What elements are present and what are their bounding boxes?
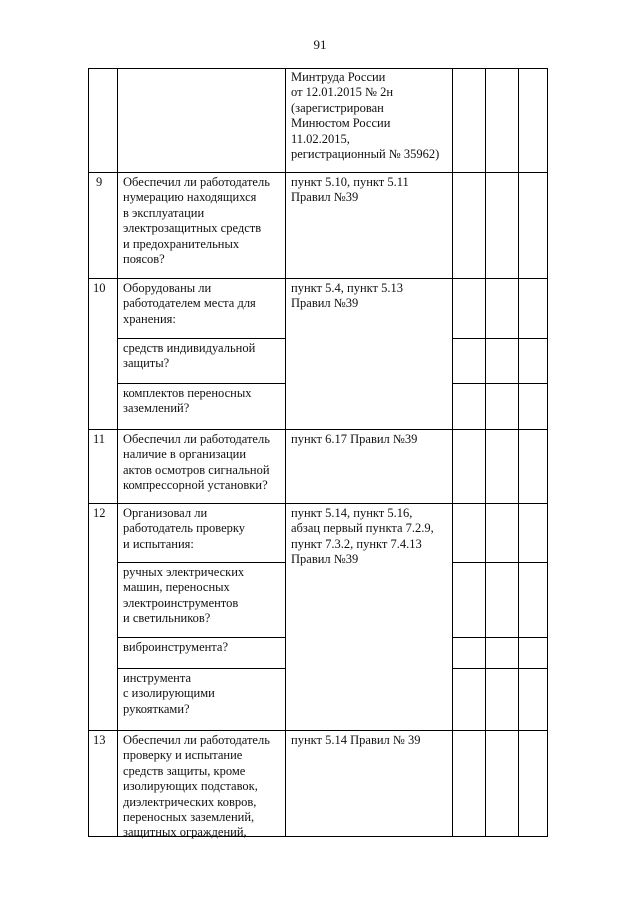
row10-sub-separator-1 <box>117 338 286 339</box>
row11-question: Обеспечил ли работодатель наличие в организации актов осмотров сигнальной компрессорной установки? <box>123 432 270 493</box>
row12-number: 12 <box>93 506 106 520</box>
row12-sub-separator-1-check <box>452 562 548 563</box>
row11-number: 11 <box>93 432 106 446</box>
row12-sub-separator-2-check <box>452 637 548 638</box>
row12-sub-item-2: виброинструмента? <box>123 640 229 654</box>
row12-reference: пункт 5.14, пункт 5.16, абзац первый пункта 7.2.9, пункт 7.3.2, пункт 7.4.13 Правил №39 <box>291 506 434 567</box>
col-divider-reference <box>285 68 286 837</box>
row-separator-9 <box>88 172 548 173</box>
row12-sub-item-3: инструмента с изолирующими рукоятками? <box>123 671 215 716</box>
row-separator-11 <box>88 429 548 430</box>
row9-number: 9 <box>96 175 103 189</box>
row10-sub-separator-2 <box>117 383 286 384</box>
row12-sub-item-1: ручных электрических машин, переносных электроинструментов и светильников? <box>123 565 245 626</box>
col-divider-na <box>518 68 519 837</box>
row-separator-12 <box>88 503 548 504</box>
row10-question: Оборудованы ли работодателем места для хранения: <box>123 281 256 326</box>
row10-sub-separator-2-check <box>452 383 548 384</box>
table-right-border <box>547 68 548 837</box>
page-number: 91 <box>313 37 327 52</box>
checklist-table <box>88 68 548 840</box>
row10-sub-item-2: комплектов переносных заземлений? <box>123 386 252 416</box>
row12-sub-separator-2 <box>117 637 286 638</box>
table-top-border <box>88 68 548 69</box>
row11-reference: пункт 6.17 Правил №39 <box>291 432 418 446</box>
row10-number: 10 <box>93 281 106 295</box>
row12-sub-separator-3 <box>117 668 286 669</box>
row10-reference: пункт 5.4, пункт 5.13 Правил №39 <box>291 281 403 311</box>
row13-number: 13 <box>93 733 106 747</box>
row12-question: Организовал ли работодатель проверку и испытания: <box>123 506 246 551</box>
col-divider-yes <box>452 68 453 837</box>
row10-sub-separator-1-check <box>452 338 548 339</box>
row13-question: Обеспечил ли работодатель проверку и испытание средств защиты, кроме изолирующих подставок, диэлектрических ковров, переносных заземлений, защитных ограждений, <box>123 733 270 840</box>
row13-reference: пункт 5.14 Правил № 39 <box>291 733 421 747</box>
row9-question: Обеспечил ли работодатель нумерацию находящихся в эксплуатации электрозащитных средств и предохранительных поясов? <box>123 175 270 267</box>
col-divider-no <box>485 68 486 837</box>
row9-reference: пункт 5.10, пункт 5.11 Правил №39 <box>291 175 409 205</box>
row12-sub-separator-3-check <box>452 668 548 669</box>
row-separator-10 <box>88 278 548 279</box>
row8-reference: Минтруда России от 12.01.2015 № 2н (зарегистрирован Минюстом России 11.02.2015, регистрационный № 35962) <box>291 70 440 162</box>
row12-sub-separator-1 <box>117 562 286 563</box>
row-separator-13 <box>88 730 548 731</box>
table-left-border <box>88 68 89 837</box>
col-divider-question <box>117 68 118 837</box>
row10-sub-item-1: средств индивидуальной защиты? <box>123 341 256 371</box>
